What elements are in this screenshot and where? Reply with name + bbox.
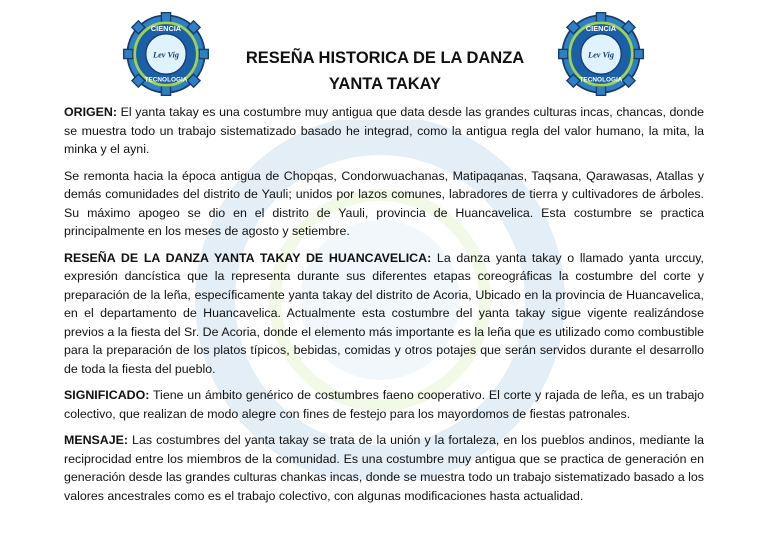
section-label: ORIGEN: [64, 105, 118, 119]
title-line-1: RESEÑA HISTORICA DE LA DANZA [245, 49, 525, 67]
section-text: Las costumbres del yanta takay se trata de la unión y la fortaleza, en los pueblos andinos, mediante la reciprocidad entre los miembros de la comunidad. Es una costumbre muy antigua que se practica de generación en generación desde las grandes culturas chankas incas, donde se muestra todo un trabajo sistematizado basado a los valores ancestrales como es el trabajo colectivo, con algunas modificaciones hasta actualidad. [64, 433, 704, 503]
document-title [200, 45, 570, 97]
logo-ring-bottom-text: TECNOLOGIA [144, 76, 188, 84]
title-line-2: YANTA TAKAY [328, 75, 442, 93]
section-label: SIGNIFICADO: [64, 388, 150, 402]
logo-ring-top-text: CIENCIA [585, 24, 617, 33]
section-text: Se remonta hacia la época antigua de Chopqas, Condorwuachanas, Matipaqanas, Taqsana, Qarawasas, Atallas y demás comunidades del distrito de Yauli; unidos por lazos comunes, labradores de tierra y cultivadores de árboles. Su máximo apogeo se dio en el distrito de Yauli, provincia de Huancavelica. Esta costumbre se practica principalmente en los meses de agosto y setiembre. [64, 168, 704, 238]
document-body [64, 103, 704, 513]
paragraph-resena [64, 249, 704, 379]
section-text: La danza yanta takay o llamado yanta urccuy, expresión dancística que la representa durante sus diferentes etapas coreográficas la costumbre del corte y preparación de la leña, específicamente yanta takay del distrito de Acoria, Ubicado en la provincia de Huancavelica, en el departamento de Huancavelica. Actualmente esta costumbre del yanta takay sigue vigente realizándose previos a la fiesta del Sr. De Acoria, donde el elemento más importante es la leña que es utilizado como combustible para la preparación de los platos típicos, bebidas, comidas y otros potajes que serán servidos durante el desarrollo de toda la fiesta del pueblo. [64, 250, 704, 376]
logo-center-text: Lev Vig [588, 50, 614, 60]
left-seal-logo [120, 12, 212, 96]
logo-center-text: Lev Vig [153, 50, 179, 60]
paragraph-significado [64, 386, 704, 423]
section-text: Tiene un ámbito genérico de costumbres faeno cooperativo. El corte y rajada de leña, es un trabajo colectivo, que realizan de modo alegre con fines de festejo para los mayordomos de fiestas patronales. [64, 388, 704, 421]
paragraph-mensaje [64, 431, 704, 505]
section-label: RESEÑA DE LA DANZA YANTA TAKAY DE HUANCAVELICA: [64, 250, 432, 265]
logo-ring-bottom-text: TECNOLOGIA [579, 76, 623, 84]
section-text: El yanta takay es una costumbre muy antigua que data desde las grandes culturas incas, chancas, donde se muestra todo un trabajo sistematizado basado he integrad, como la antigua regla del valor humano, la mita, la minka y el ayni. [64, 105, 704, 156]
section-label: MENSAJE: [64, 433, 129, 447]
logo-ring-top-text: CIENCIA [150, 24, 182, 33]
paragraph-historia [64, 167, 704, 241]
paragraph-origen [64, 103, 704, 159]
